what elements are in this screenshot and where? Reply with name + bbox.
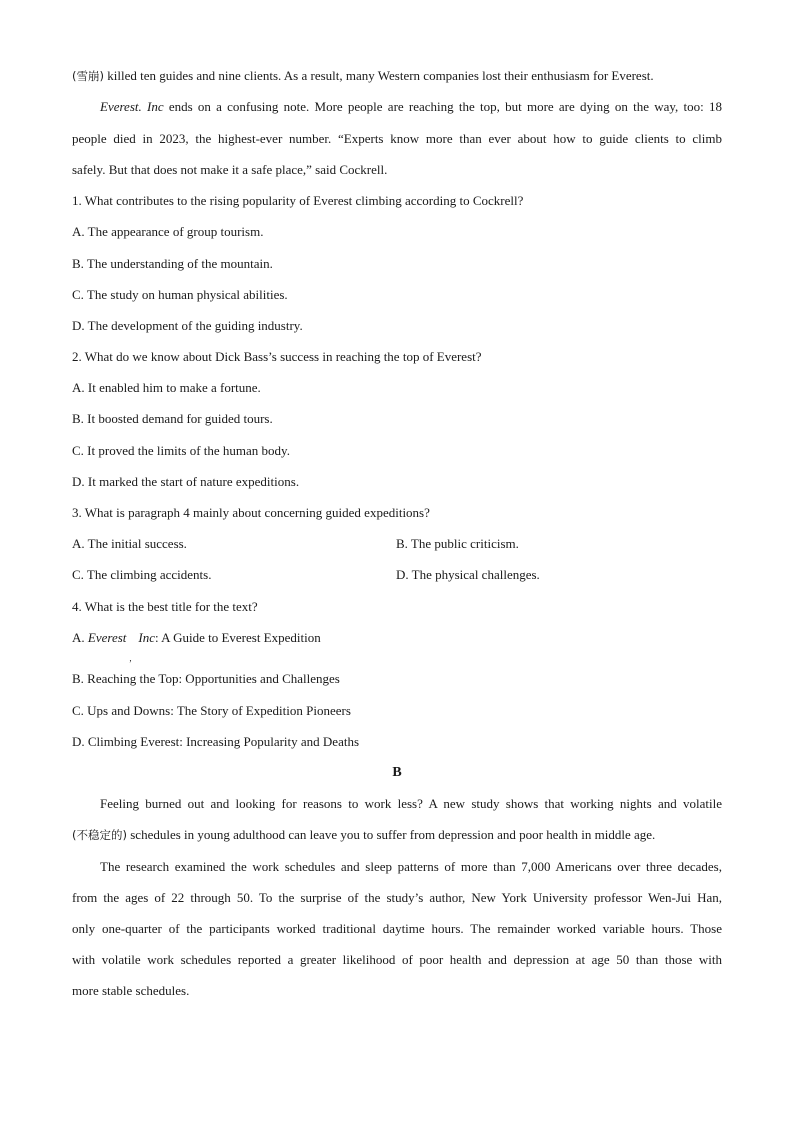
question-4-option-b: B. Reaching the Top: Opportunities and Challenges — [72, 671, 340, 686]
question-3-option-a: A. The initial success. — [72, 536, 187, 551]
passage-a-paragraph-5-line-2: people died in 2023, the highest-ever number. “Experts know more than ever about how to guide clients to climb — [72, 131, 722, 146]
passage-b-heading: B — [392, 765, 402, 780]
question-3-row-2 — [72, 567, 722, 583]
cjk-gloss-avalanche: (雪崩) — [72, 69, 104, 83]
passage-b-paragraph-2-line-5: more stable schedules. — [72, 983, 190, 998]
question-4-option-c: C. Ups and Downs: The Story of Expedition Pioneers — [72, 703, 351, 718]
question-1-option-b: B. The understanding of the mountain. — [72, 256, 273, 271]
question-4-option-d: D. Climbing Everest: Increasing Popularity and Deaths — [72, 734, 360, 749]
passage-b-paragraph-1-line-2: (不稳定的) schedules in young adulthood can leave you to suffer from depression and poor health in middle age. — [72, 827, 656, 842]
passage-b-paragraph-2-line-1: The research examined the work schedules and sleep patterns of more than 7,000 Americans over three decades, — [100, 859, 722, 874]
question-3-row-1 — [72, 536, 722, 552]
stray-comma-mark: , — [129, 653, 132, 663]
question-4-stem: 4. What is the best title for the text? — [72, 599, 258, 614]
passage-a-paragraph-5-line-1: Everest. Inc ends on a confusing note. More people are reaching the top, but more are dying on the way, too: 18 — [100, 99, 722, 114]
passage-b-paragraph-1-line-1: Feeling burned out and looking for reasons to work less? A new study shows that working nights and volatile — [100, 796, 722, 811]
question-1-option-d: D. The development of the guiding industry. — [72, 318, 303, 333]
question-2-option-d: D. It marked the start of nature expeditions. — [72, 474, 300, 489]
question-3-option-d: D. The physical challenges. — [396, 567, 540, 582]
question-4-option-a: A. Everest , Inc: A Guide to Everest Expedition — [72, 630, 722, 646]
passage-b-paragraph-2-line-4: with volatile work schedules reported a greater likelihood of poor health and depression at age 50 than those with — [72, 952, 722, 967]
passage-a-paragraph-5-line-3: safely. But that does not make it a safe place,” said Cockrell. — [72, 162, 388, 177]
book-title: Everest. Inc — [100, 99, 164, 114]
question-1-stem: 1. What contributes to the rising popularity of Everest climbing according to Cockrell? — [72, 193, 524, 208]
question-3-stem: 3. What is paragraph 4 mainly about concerning guided expeditions? — [72, 505, 430, 520]
question-2-option-a: A. It enabled him to make a fortune. — [72, 380, 261, 395]
passage-a-paragraph-3-end: (雪崩) killed ten guides and nine clients. As a result, many Western companies lost their enthusiasm for Everest. — [72, 68, 654, 83]
question-1-option-a: A. The appearance of group tourism. — [72, 224, 264, 239]
question-1-option-c: C. The study on human physical abilities. — [72, 287, 288, 302]
cjk-gloss-volatile: (不稳定的) — [72, 828, 127, 842]
question-3-option-b: B. The public criticism. — [396, 536, 519, 551]
question-3-option-c: C. The climbing accidents. — [72, 567, 212, 582]
question-2-option-c: C. It proved the limits of the human body. — [72, 443, 290, 458]
question-2-option-b: B. It boosted demand for guided tours. — [72, 411, 273, 426]
passage-b-paragraph-2-line-2: from the ages of 22 through 50. To the surprise of the study’s author, New York University professor Wen-Jui Han, — [72, 890, 722, 905]
passage-b-paragraph-2-line-3: only one-quarter of the participants worked traditional daytime hours. The remainder worked variable hours. Those — [72, 921, 722, 936]
question-2-stem: 2. What do we know about Dick Bass’s success in reaching the top of Everest? — [72, 349, 482, 364]
